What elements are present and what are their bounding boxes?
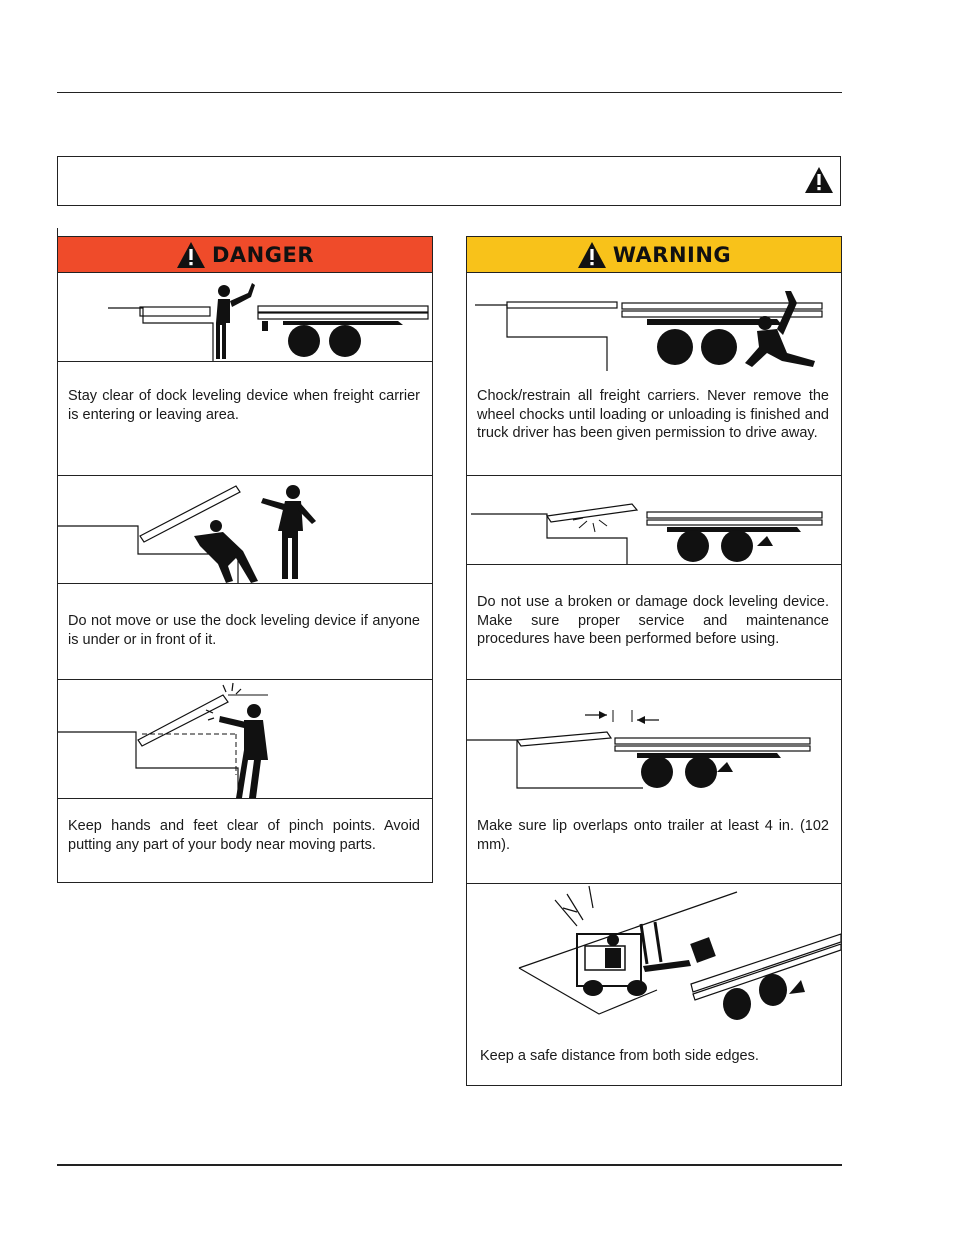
wheel-chock-illustration xyxy=(467,273,841,371)
forklift-side-edge-illustration xyxy=(467,884,841,1034)
warning-triangle-icon xyxy=(176,241,206,269)
divider xyxy=(58,361,432,362)
danger-item-1-text: Stay clear of dock leveling device when freight carrier is entering or leaving area. xyxy=(68,388,420,423)
divider xyxy=(58,798,432,799)
warning-panel xyxy=(466,236,842,1086)
warning-triangle-icon xyxy=(577,241,607,269)
divider xyxy=(467,564,841,565)
footer-rule xyxy=(57,1164,842,1166)
danger-item-3-text: Keep hands and feet clear of pinch points. Avoid putting any part of your body near moving parts. xyxy=(68,818,420,853)
person-under-leveler-illustration xyxy=(58,476,432,583)
warning-item-3-text: Make sure lip overlaps onto trailer at least 4 in. (102 mm). xyxy=(477,818,829,853)
warning-label: WARNING xyxy=(612,242,732,267)
warning-triangle-icon xyxy=(804,166,834,194)
lip-overlap-illustration xyxy=(467,680,841,792)
danger-panel xyxy=(57,236,433,883)
header-rule xyxy=(57,92,842,93)
truck-backing-illustration xyxy=(58,273,432,361)
warning-item-4-text: Keep a safe distance from both side edges. xyxy=(480,1048,759,1064)
warning-banner xyxy=(467,237,841,273)
danger-item-2-text: Do not move or use the dock leveling device if anyone is under or in front of it. xyxy=(68,613,420,648)
pinch-point-illustration xyxy=(58,680,432,798)
warning-item-1-text: Chock/restrain all freight carriers. Never remove the wheel chocks until loading or unloading is finished and truck driver has been given permission to drive away. xyxy=(477,388,829,441)
danger-banner xyxy=(58,237,432,273)
danger-label: DANGER xyxy=(211,242,314,267)
divider xyxy=(58,583,432,584)
broken-leveler-illustration xyxy=(467,476,841,564)
warning-item-2-text: Do not use a broken or damage dock leveling device. Make sure proper service and maintenance procedures have been performed before using. xyxy=(477,594,829,647)
safety-title-box xyxy=(57,156,841,206)
